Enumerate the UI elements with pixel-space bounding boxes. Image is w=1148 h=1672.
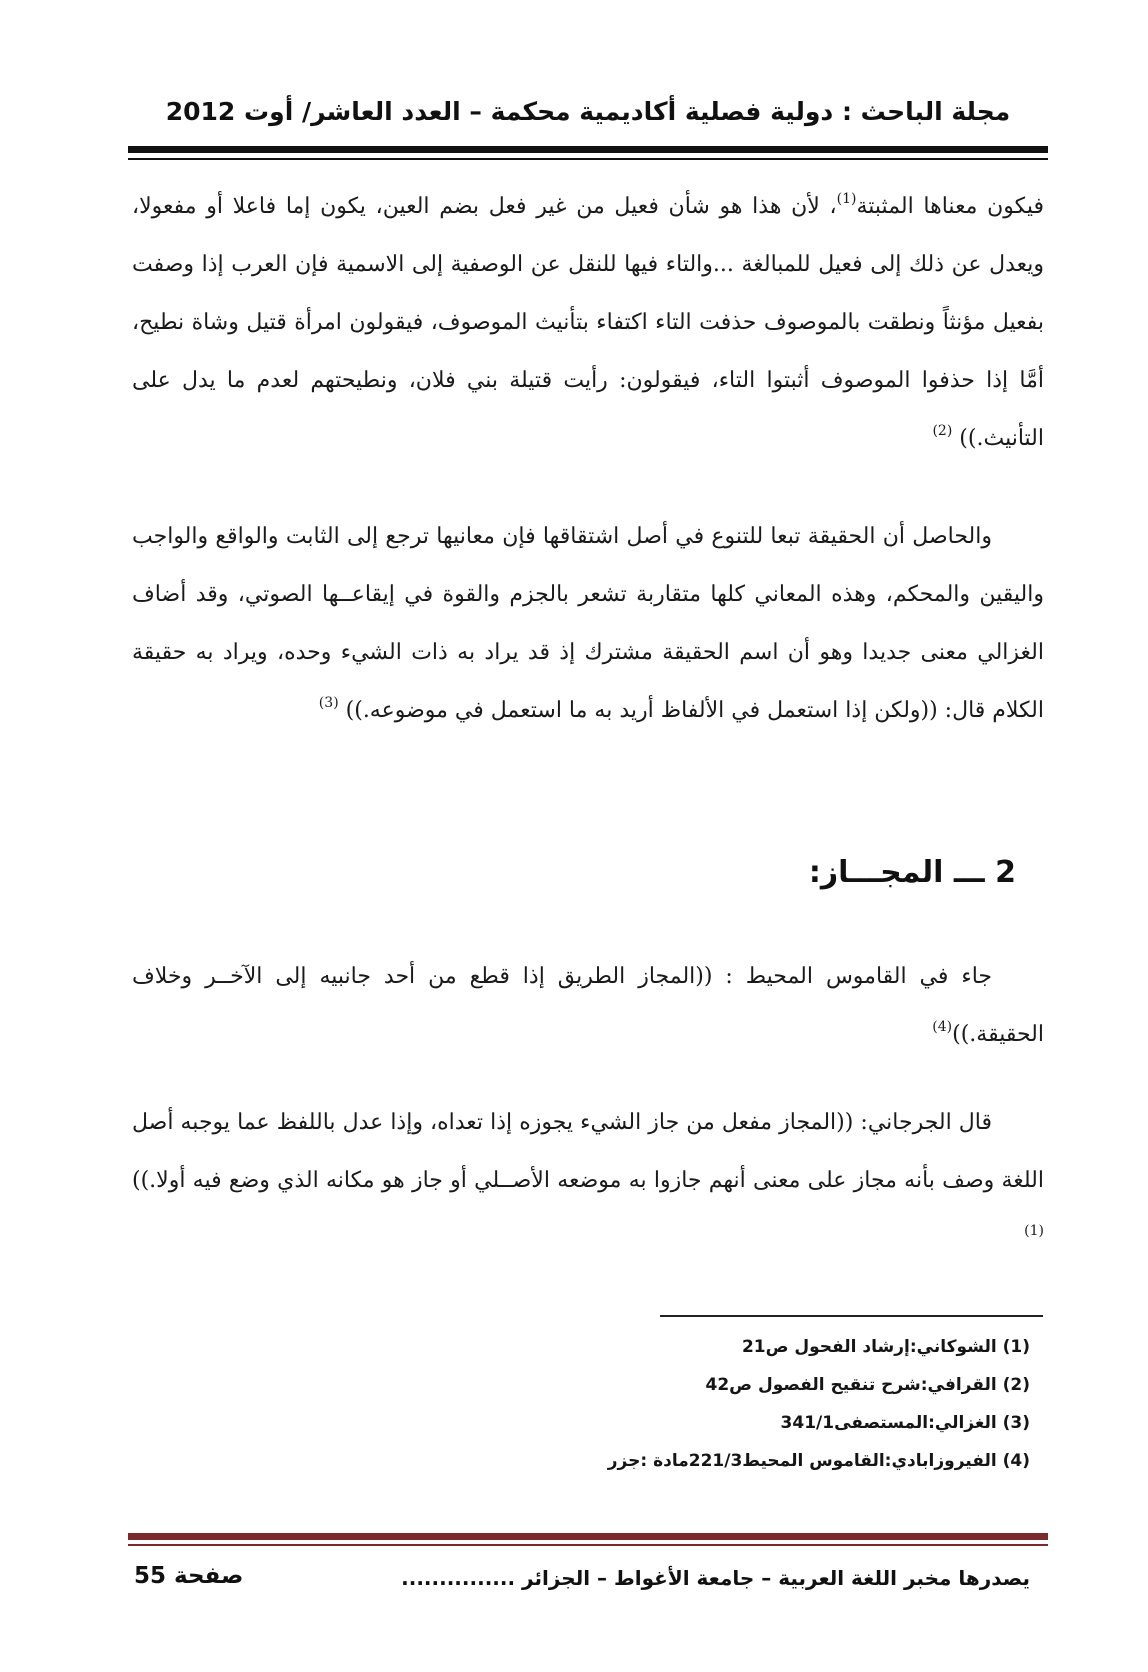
section-heading: 2 ـــ المجـــاز: xyxy=(808,855,1016,890)
footnote-ref-2: (2) xyxy=(932,423,953,439)
paragraph-3 xyxy=(132,948,1044,1064)
footnotes-list xyxy=(230,1328,1030,1480)
paragraph-4-text: قال الجرجاني: ((المجاز مفعل من جاز الشيء يجوزه إذا تعداه، وإذا عدل باللفظ عما يوجبه أصل اللغة وصف بأنه مجاز على معنى أنهم جازوا به موضعه الأصــلي أو جاز هو مكانه الذي وضع فيه أولا.)) xyxy=(132,1110,1044,1193)
paragraph-1-text-b: ، لأن هذا هو شأن فعيل من غير فعل بضم العين، يكون إما فاعلا أو مفعولا، ويعدل عن ذلك إلى فعيل للمبالغة ...والتاء فيها للنقل عن الوصفية إلى الاسمية فإن العرب إذا وصفت بفعيل مؤنثاً ونطقت بالموصوف حذفت التاء اكتفاء بتأنيث الموصوف، فيقولون امرأة قتيل وشاة نطيح، أمَّا إذا حذفوا الموصوف أثبتوا التاء، فيقولون: رأيت قتيلة بني فلان، ونطيحتهم لعدم ما يدل على التأنيث.)) xyxy=(132,194,1044,451)
paragraph-4 xyxy=(132,1094,1044,1268)
footnote-ref-3: (3) xyxy=(318,695,339,711)
footnote-3: (3) الغزالي:المستصفى341/1 xyxy=(780,1413,1030,1433)
header-rule-thin xyxy=(128,158,1048,160)
footnote-4: (4) الفيروزابادي:القاموس المحيط221/3مادة :جزر xyxy=(607,1451,1030,1471)
footnote-ref-5: (1) xyxy=(1024,1223,1044,1239)
footnote-ref-1: (1) xyxy=(836,191,857,207)
footnote-separator xyxy=(660,1315,1043,1317)
paragraph-2-text: والحاصل أن الحقيقة تبعا للتنوع في أصل اشتقاقها فإن معانيها ترجع إلى الثابت والواقع والواجب واليقين والمحكم، وهذه المعاني كلها متقاربة تشعر بالجزم والقوة في إيقاعــها الصوتي، وقد أضاف الغزالي معنى جديدا وهو أن اسم الحقيقة مشترك إذ قد يراد به ذات الشيء وحده، ويراد به حقيقة الكلام قال: ((ولكن إذا استعمل في الألفاظ أريد به ما استعمل في موضوعه.)) xyxy=(132,524,1044,723)
footnote-2: (2) القرافي:شرح تنقيح الفصول ص42 xyxy=(705,1375,1030,1395)
footer-rule-thick xyxy=(128,1533,1048,1540)
paragraph-2 xyxy=(132,508,1044,740)
footnote-1: (1) الشوكاني:إرشاد الفحول ص21 xyxy=(741,1337,1030,1357)
footnote-ref-4: (4) xyxy=(932,1019,953,1035)
footer-publisher: يصدرها مخبر اللغة العربية – جامعة الأغواط – الجزائر ............... xyxy=(401,1566,1030,1590)
paragraph-1-text-a: فيكون معناها المثبتة xyxy=(856,194,1044,219)
running-header: مجلة الباحث : دولية فصلية أكاديمية محكمة – العدد العاشر/ أوت 2012 xyxy=(165,97,1011,126)
paragraph-3-text: جاء في القاموس المحيط : ((المجاز الطريق إذا قطع من أحد جانبيه إلى الآخــر وخلاف الحقيقة.)) xyxy=(132,964,1044,1047)
footer-rule-thin xyxy=(128,1544,1048,1546)
paragraph-1 xyxy=(132,178,1044,468)
page-number: صفحة 55 xyxy=(134,1563,244,1589)
header-rule-thick xyxy=(128,146,1048,153)
